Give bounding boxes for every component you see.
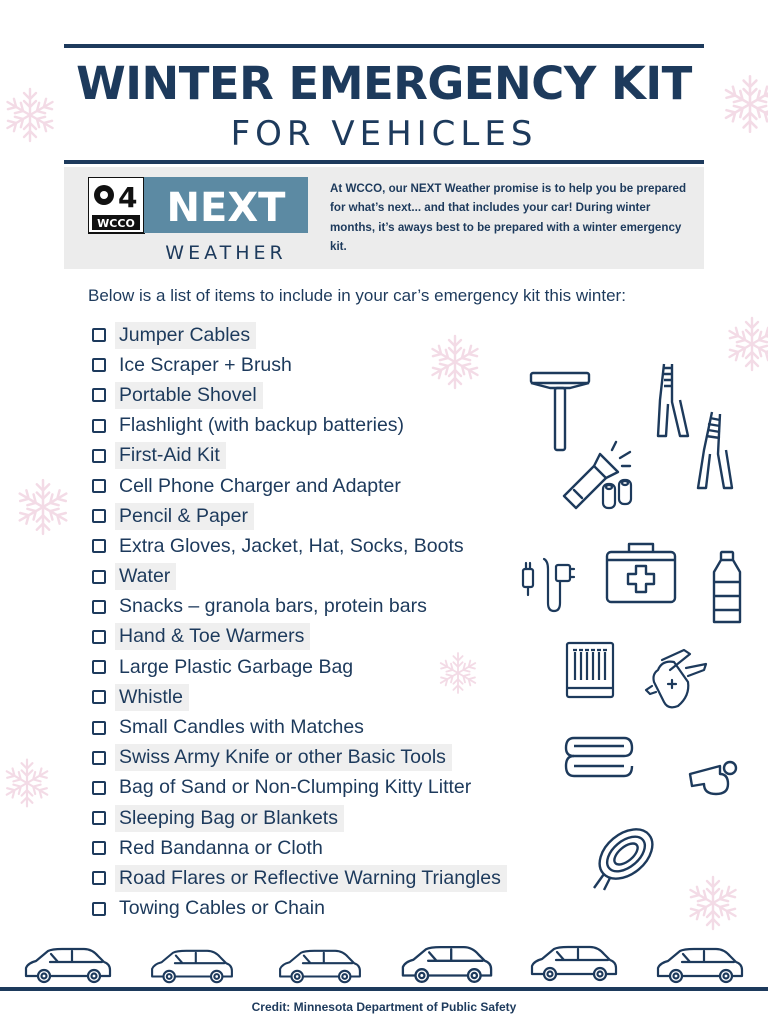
snowflake-icon xyxy=(12,476,74,538)
checkbox[interactable] xyxy=(92,660,106,674)
blanket-icon xyxy=(562,734,636,786)
checkbox[interactable] xyxy=(92,419,106,433)
matches-icon xyxy=(564,640,616,700)
swiss-army-knife-icon xyxy=(644,646,708,714)
checklist-item-label: Extra Gloves, Jacket, Hat, Socks, Boots xyxy=(119,534,464,557)
checklist-item[interactable] xyxy=(92,622,507,652)
checklist-item[interactable] xyxy=(92,833,507,863)
checklist xyxy=(92,320,507,924)
checkbox[interactable] xyxy=(92,600,106,614)
checklist-item[interactable] xyxy=(92,411,507,441)
checkbox[interactable] xyxy=(92,871,106,885)
top-rule xyxy=(64,44,704,48)
checklist-item[interactable] xyxy=(92,592,507,622)
checkbox[interactable] xyxy=(92,509,106,523)
checklist-item[interactable] xyxy=(92,803,507,833)
title-rule xyxy=(64,160,704,164)
wcco-next-weather-logo xyxy=(88,177,308,263)
checklist-item[interactable] xyxy=(92,743,507,773)
checklist-item[interactable] xyxy=(92,773,507,803)
checklist-item[interactable] xyxy=(92,894,507,924)
snowflake-icon xyxy=(683,873,743,933)
checklist-item[interactable] xyxy=(92,501,507,531)
checkbox[interactable] xyxy=(92,328,106,342)
car-icon xyxy=(274,948,366,986)
checklist-item-label: Large Plastic Garbage Bag xyxy=(119,655,354,678)
checklist-item[interactable] xyxy=(92,441,507,471)
checkbox[interactable] xyxy=(92,841,106,855)
car-icon xyxy=(654,946,746,986)
checklist-item-label: Towing Cables or Chain xyxy=(119,897,325,920)
checkbox[interactable] xyxy=(92,388,106,402)
checklist-item-label: Snacks – granola bars, protein bars xyxy=(119,595,427,618)
page-title: WINTER EMERGENCY KIT xyxy=(76,57,692,110)
checklist-item-label: Hand & Toe Warmers xyxy=(115,623,310,650)
checklist-item-label: Portable Shovel xyxy=(115,382,263,409)
channel-number: 4 xyxy=(118,181,138,214)
checklist-item[interactable] xyxy=(92,652,507,682)
info-box xyxy=(64,167,704,269)
info-text: At WCCO, our NEXT Weather promise is to help you be prepared for what’s next... and that includes your car! During winter months, it’s aways best to be prepared with a winter emergency kit. xyxy=(330,182,687,254)
checklist-item[interactable] xyxy=(92,350,507,380)
station-name: WCCO xyxy=(97,217,135,230)
checklist-item[interactable] xyxy=(92,712,507,742)
whistle-icon xyxy=(686,756,740,796)
snowflake-icon xyxy=(0,748,54,818)
checklist-item-label: First-Aid Kit xyxy=(115,442,226,469)
checklist-item-label: Swiss Army Knife or other Basic Tools xyxy=(115,744,452,771)
checklist-item[interactable] xyxy=(92,531,507,561)
checkbox[interactable] xyxy=(92,811,106,825)
phone-charger-icon xyxy=(518,555,576,615)
checkbox[interactable] xyxy=(92,902,106,916)
car-icon xyxy=(398,944,496,986)
checklist-item[interactable] xyxy=(92,471,507,501)
footer-rule xyxy=(0,987,768,991)
checklist-item-label: Jumper Cables xyxy=(115,322,256,349)
car-icon xyxy=(22,946,114,986)
checklist-item-label: Small Candles with Matches xyxy=(119,716,364,739)
checklist-item[interactable] xyxy=(92,682,507,712)
checklist-item-label: Flashlight (with backup batteries) xyxy=(119,414,405,437)
checklist-item[interactable] xyxy=(92,562,507,592)
checkbox[interactable] xyxy=(92,721,106,735)
brand-sub: WEATHER xyxy=(165,242,287,263)
credit-text: Credit: Minnesota Department of Public Safety xyxy=(251,1000,517,1014)
checklist-item-label: Bag of Sand or Non-Clumping Kitty Litter xyxy=(119,776,472,799)
battery-icon xyxy=(600,476,636,512)
checkbox[interactable] xyxy=(92,690,106,704)
checklist-item-label: Red Bandanna or Cloth xyxy=(119,836,323,859)
car-icon xyxy=(528,942,620,986)
checklist-item-label: Cell Phone Charger and Adapter xyxy=(119,474,401,497)
checklist-item-label: Whistle xyxy=(115,684,189,711)
checkbox[interactable] xyxy=(92,358,106,372)
jumper-cables-icon xyxy=(650,360,734,490)
checkbox[interactable] xyxy=(92,751,106,765)
checkbox[interactable] xyxy=(92,479,106,493)
checklist-item-label: Pencil & Paper xyxy=(115,503,254,530)
checklist-item-label: Road Flares or Reflective Warning Triangles xyxy=(115,865,507,892)
brand-name: NEXT xyxy=(166,185,286,231)
intro-text: Below is a list of items to include in your car’s emergency kit this winter: xyxy=(88,286,626,305)
car-icon xyxy=(146,948,238,986)
rope-icon xyxy=(590,816,662,892)
checklist-item-label: Sleeping Bag or Blankets xyxy=(115,805,344,832)
checklist-item[interactable] xyxy=(92,380,507,410)
checkbox[interactable] xyxy=(92,630,106,644)
checkbox[interactable] xyxy=(92,449,106,463)
checklist-item-label: Ice Scraper + Brush xyxy=(119,353,292,376)
checkbox[interactable] xyxy=(92,781,106,795)
water-bottle-icon xyxy=(706,550,748,626)
checklist-item[interactable] xyxy=(92,320,507,350)
checklist-item[interactable] xyxy=(92,863,507,893)
checkbox[interactable] xyxy=(92,570,106,584)
page-subtitle: FOR VEHICLES xyxy=(230,114,538,154)
first-aid-kit-icon xyxy=(604,540,678,604)
checkbox[interactable] xyxy=(92,539,106,553)
checklist-item-label: Water xyxy=(115,563,176,590)
